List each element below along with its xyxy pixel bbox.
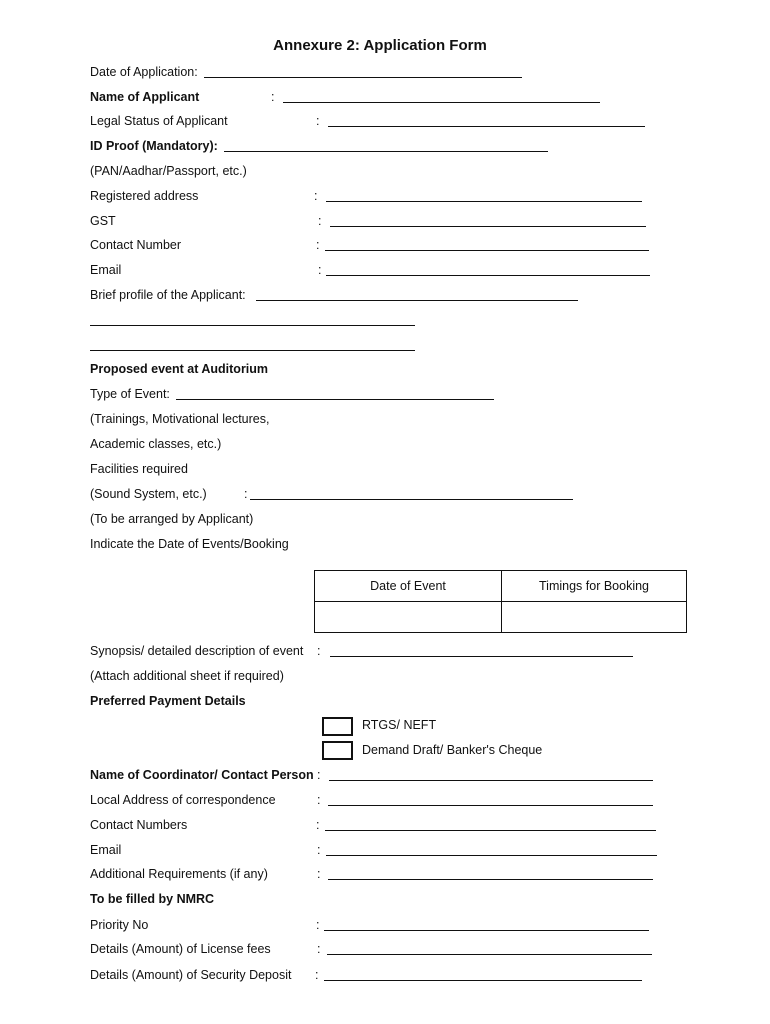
- registered-address-field[interactable]: [326, 201, 642, 202]
- brief-profile-field[interactable]: [256, 300, 578, 301]
- event-dates-table: [314, 570, 687, 633]
- colon: :: [316, 818, 320, 832]
- coordinator-email-field[interactable]: [326, 855, 657, 856]
- rtgs-neft-label: RTGS/ NEFT: [362, 718, 437, 732]
- coordinator-name-label: Name of Coordinator/ Contact Person: [90, 768, 314, 782]
- additional-requirements-field[interactable]: [328, 879, 653, 880]
- date-of-application-field[interactable]: [204, 77, 522, 78]
- colon: :: [317, 644, 321, 658]
- email-label: Email: [90, 263, 122, 277]
- colon: :: [317, 843, 321, 857]
- email-field[interactable]: [326, 275, 650, 276]
- table-row: [315, 602, 687, 633]
- date-of-event-header: Date of Event: [315, 571, 502, 602]
- contact-number-label: Contact Number: [90, 238, 182, 252]
- colon: :: [318, 263, 322, 277]
- colon: :: [316, 114, 320, 128]
- colon: :: [314, 189, 318, 203]
- id-proof-field[interactable]: [224, 151, 548, 152]
- type-of-event-label: Type of Event:: [90, 387, 170, 401]
- demand-draft-checkbox[interactable]: [322, 741, 353, 760]
- date-of-application-label: Date of Application:: [90, 65, 198, 79]
- coordinator-email-label: Email: [90, 843, 122, 857]
- type-of-event-note-2: Academic classes, etc.): [90, 437, 222, 451]
- gst-label: GST: [90, 214, 116, 228]
- type-of-event-field[interactable]: [176, 399, 494, 400]
- license-fees-label: Details (Amount) of License fees: [90, 942, 271, 956]
- synopsis-note: (Attach additional sheet if required): [90, 669, 284, 683]
- id-proof-note: (PAN/Aadhar/Passport, etc.): [90, 164, 247, 178]
- local-address-field[interactable]: [328, 805, 653, 806]
- colon: :: [316, 238, 320, 252]
- colon: :: [317, 768, 321, 782]
- arranged-note: (To be arranged by Applicant): [90, 512, 254, 526]
- nmrc-heading: To be filled by NMRC: [90, 892, 215, 906]
- rtgs-neft-checkbox[interactable]: [322, 717, 353, 736]
- contact-numbers-label: Contact Numbers: [90, 818, 188, 832]
- contact-numbers-field[interactable]: [325, 830, 656, 831]
- local-address-label: Local Address of correspondence: [90, 793, 276, 807]
- event-dates-label: Indicate the Date of Events/Booking: [90, 537, 289, 551]
- name-of-applicant-label: Name of Applicant: [90, 90, 200, 104]
- contact-number-field[interactable]: [325, 250, 649, 251]
- colon: :: [317, 942, 321, 956]
- facilities-note: (Sound System, etc.): [90, 487, 207, 501]
- payment-heading: Preferred Payment Details: [90, 694, 246, 708]
- colon: :: [317, 867, 321, 881]
- license-fees-field[interactable]: [327, 954, 652, 955]
- security-deposit-label: Details (Amount) of Security Deposit: [90, 968, 292, 982]
- priority-no-label: Priority No: [90, 918, 149, 932]
- colon: :: [317, 793, 321, 807]
- facilities-field[interactable]: [250, 499, 573, 500]
- brief-profile-label: Brief profile of the Applicant:: [90, 288, 246, 302]
- colon: :: [244, 487, 248, 501]
- colon: :: [318, 214, 322, 228]
- synopsis-field[interactable]: [330, 656, 633, 657]
- colon: :: [315, 968, 319, 982]
- event-heading: Proposed event at Auditorium: [90, 362, 269, 376]
- gst-field[interactable]: [330, 226, 646, 227]
- priority-no-field[interactable]: [324, 930, 649, 931]
- date-of-event-cell[interactable]: [315, 602, 502, 633]
- synopsis-label: Synopsis/ detailed description of event: [90, 644, 304, 658]
- timings-header: Timings for Booking: [502, 571, 687, 602]
- type-of-event-note-1: (Trainings, Motivational lectures,: [90, 412, 270, 426]
- table-header-row: [315, 571, 687, 602]
- coordinator-name-field[interactable]: [329, 780, 653, 781]
- timings-cell[interactable]: [502, 602, 687, 633]
- demand-draft-label: Demand Draft/ Banker's Cheque: [362, 743, 543, 757]
- facilities-label: Facilities required: [90, 462, 188, 476]
- registered-address-label: Registered address: [90, 189, 199, 203]
- legal-status-field[interactable]: [328, 126, 645, 127]
- name-of-applicant-field[interactable]: [283, 102, 600, 103]
- id-proof-label: ID Proof (Mandatory):: [90, 139, 218, 153]
- form-title: Annexure 2: Application Form: [273, 37, 487, 54]
- security-deposit-field[interactable]: [324, 980, 642, 981]
- brief-profile-field-line-2[interactable]: [90, 325, 415, 326]
- colon: :: [316, 918, 320, 932]
- brief-profile-field-line-3[interactable]: [90, 350, 415, 351]
- legal-status-label: Legal Status of Applicant: [90, 114, 228, 128]
- colon: :: [271, 90, 275, 104]
- additional-requirements-label: Additional Requirements (if any): [90, 867, 268, 881]
